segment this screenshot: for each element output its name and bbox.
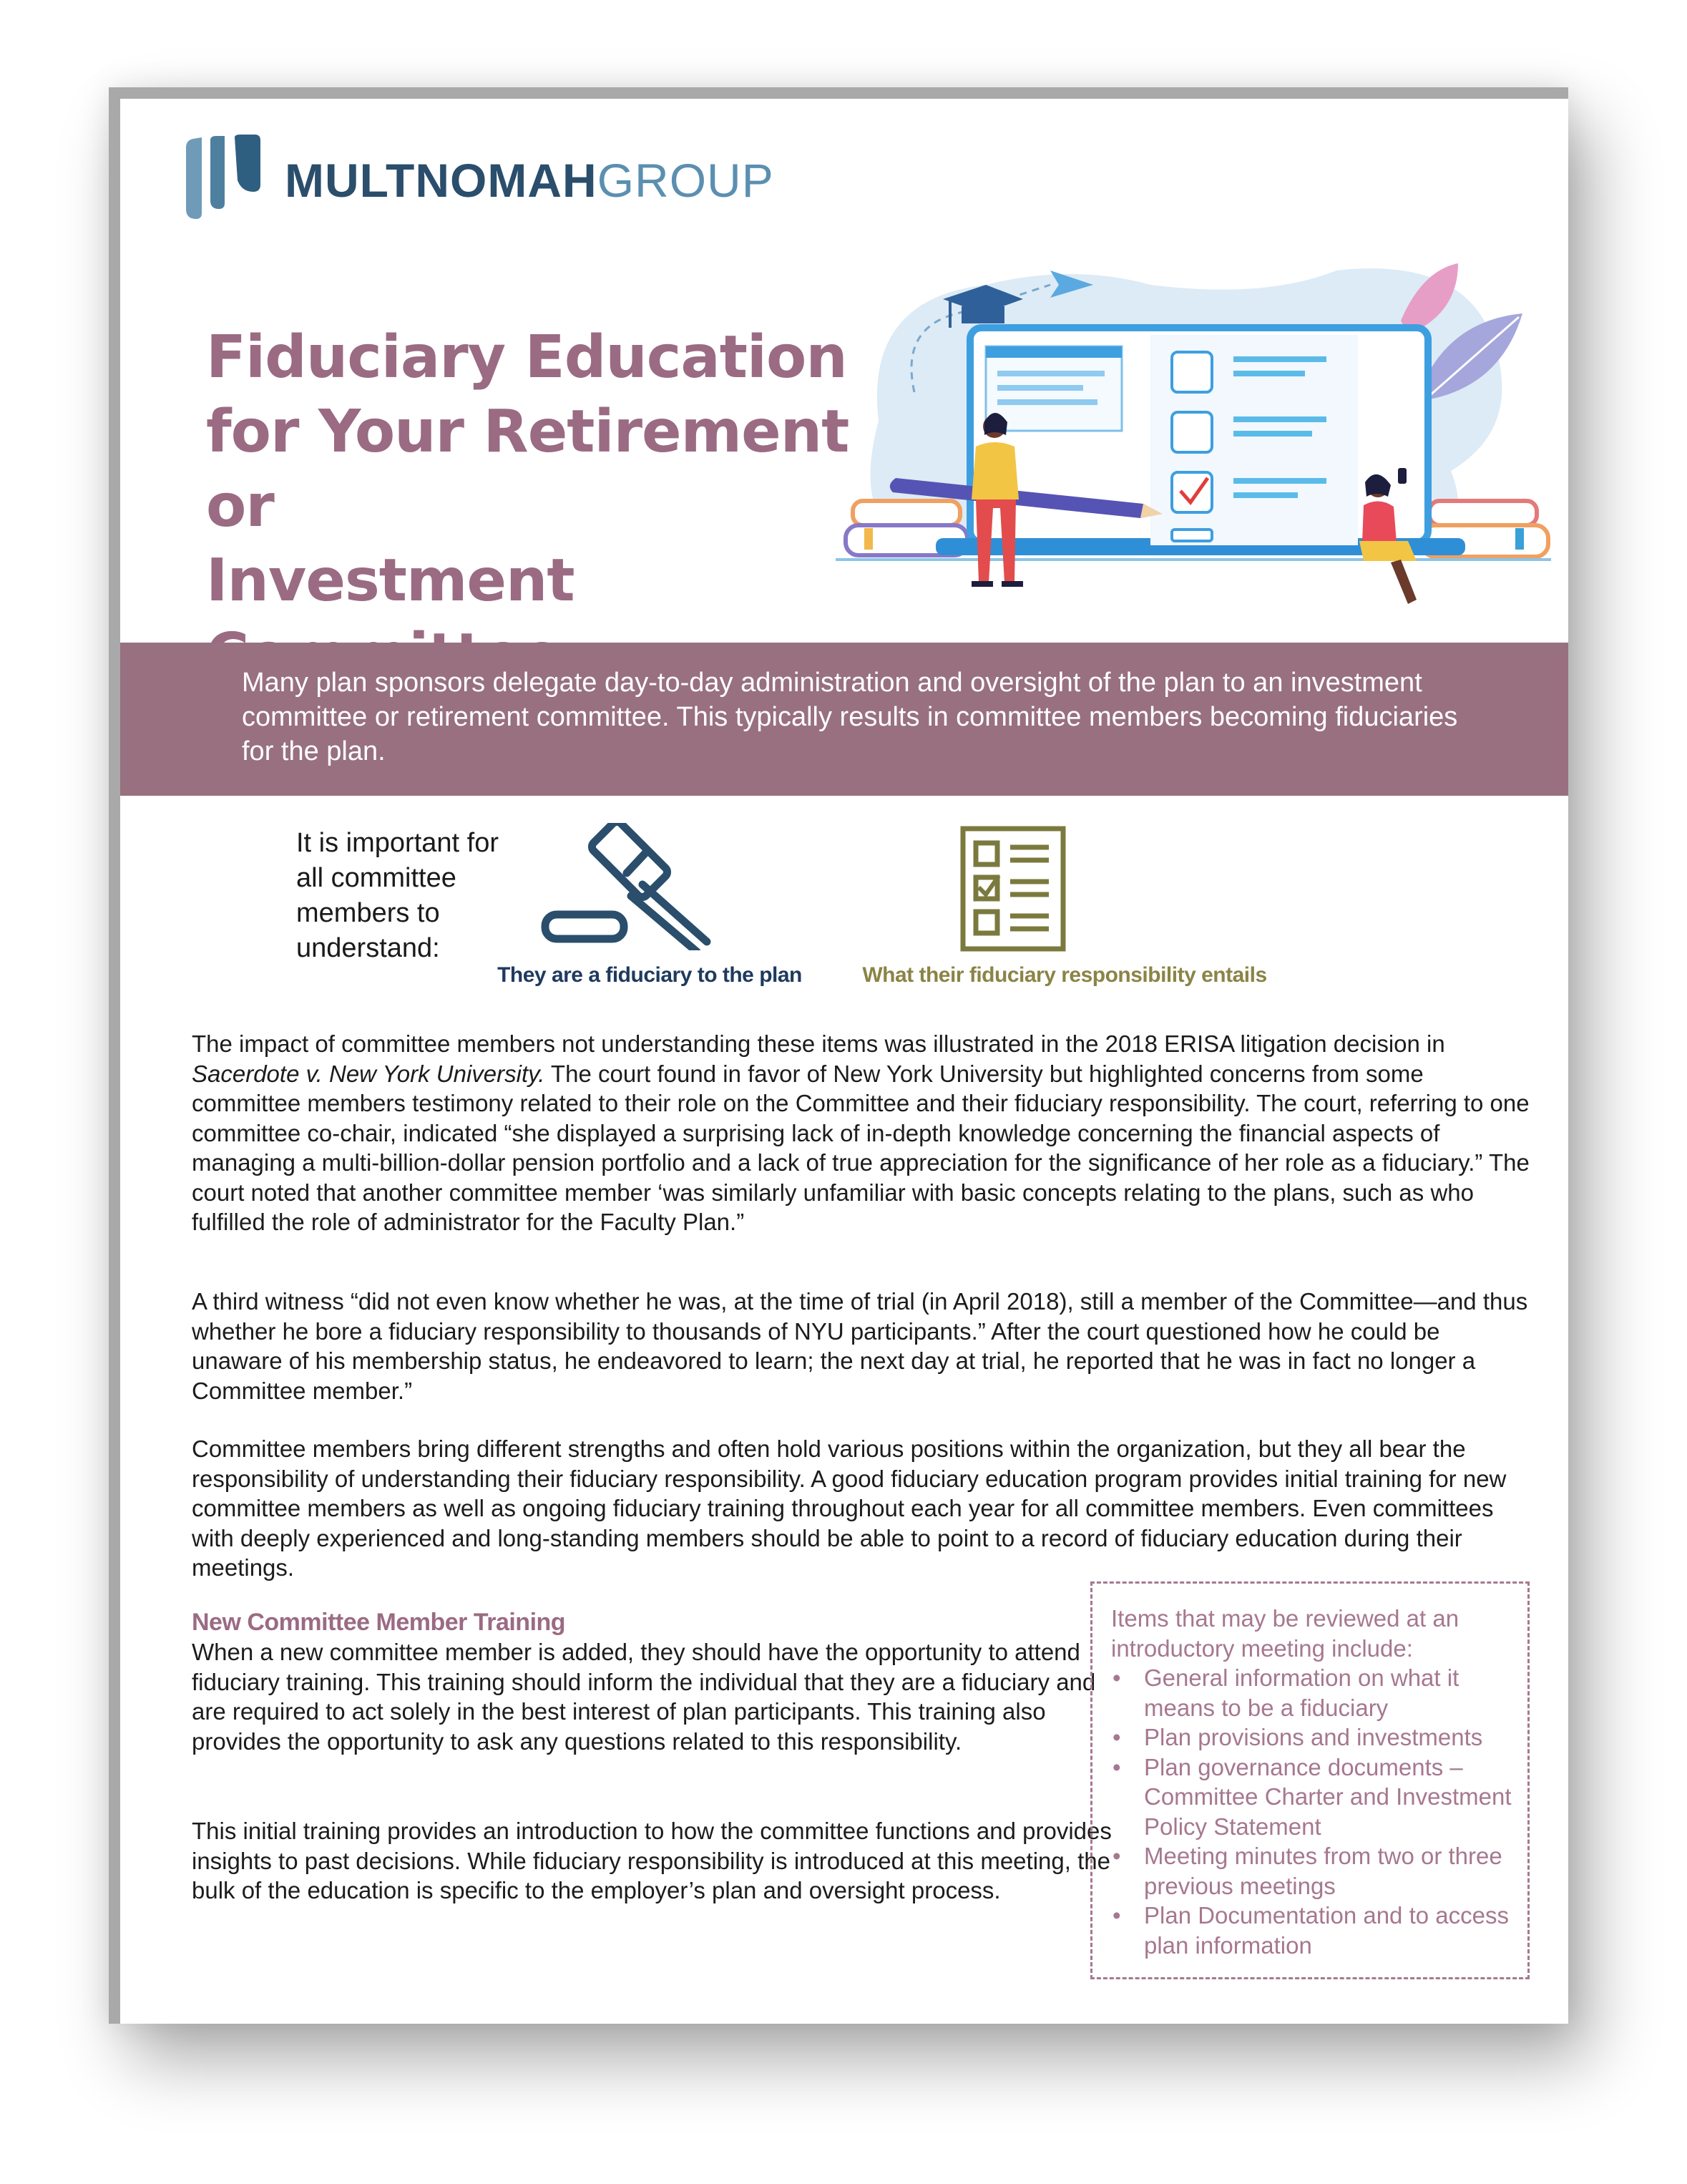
intro-banner: [120, 643, 1568, 796]
list-item: • Meeting minutes from two or three previous meetings: [1111, 1841, 1516, 1901]
company-logo: [180, 135, 896, 220]
review-box-intro: Items that may be reviewed at an introductory meeting include:: [1111, 1605, 1459, 1662]
list-item: • Plan governance documents – Committee Charter and Investment Policy Statement: [1111, 1752, 1516, 1842]
body-paragraph: Committee members bring different strengths and often hold various positions within the organization, but they all bear the responsibility of understanding their fiduciary responsibility. A good fiduciary education program provides initial training for new committee members as well as ongoing fiduciary training throughout each year for all committee members. Even committees with deeply experienced and long-standing members should be able to point to a record of fiduciary education during their meetings.: [192, 1435, 1507, 1581]
review-items-list: [1111, 1663, 1516, 1960]
section-heading: New Committee Member Training: [192, 1609, 566, 1636]
training-paragraph: When a new committee member is added, they should have the opportunity to attend fiduciary training. This training should inform the individual that they are a fiduciary and are required to act solely in the best interest of plan participants. This training also provides the opportunity to ask any questions related to this responsibility.: [192, 1639, 1096, 1755]
document-page: [109, 87, 1568, 2024]
training-paragraph: This initial training provides an introduction to how the committee functions and provides insights to past decisions. While fiduciary responsibility is introduced at this meeting, the bulk of the education is specific to the employer’s plan and oversight process.: [192, 1818, 1112, 1903]
understand-lead-line: all committee: [296, 863, 456, 893]
understand-lead-line: members to: [296, 898, 440, 928]
logo-text-bold: MULTNOMAH: [285, 154, 597, 207]
logo-text-light: GROUP: [597, 154, 774, 207]
review-items-box: [1090, 1581, 1530, 1979]
gavel-caption: They are a fiduciary to the plan: [497, 963, 802, 987]
checklist-caption: What their fiduciary responsibility entails: [862, 963, 1267, 987]
list-item: • Plan Documentation and to access plan information: [1111, 1901, 1516, 1960]
body-text: The impact of committee members not understanding these items was illustrated in the 2018 ERISA litigation decision in: [192, 1030, 1445, 1057]
hero-illustration: [836, 242, 1551, 643]
body-text: The court found in favor of New York University but highlighted concerns from some committee members testimony related to their role on the Committee and their fiduciary responsibility. The court, referring to one committee co-chair, indicated “she displayed a surprising lack of in-depth knowledge concerning the financial aspects of managing a multi-billion-dollar pension portfolio and a lack of true appreciation for the significance of her role as a fiduciary.” The court noted that another committee member ‘was similarly unfamiliar with basic concepts relating to the plans, such as who fulfilled the role of administrator for the Faculty Plan.”: [192, 1060, 1530, 1235]
list-item: • Plan provisions and investments: [1111, 1722, 1516, 1752]
title-line-2: for Your Retirement or: [206, 398, 849, 540]
list-item: • General information on what it means to be a fiduciary: [1111, 1663, 1516, 1722]
gavel-icon: [535, 823, 721, 950]
title-line-1: Fiduciary Education: [206, 323, 847, 391]
understand-lead-text: [296, 826, 525, 966]
case-name: Sacerdote v. New York University.: [192, 1060, 545, 1087]
understand-lead-line: It is important for: [296, 828, 499, 858]
body-paragraph: [192, 1029, 1537, 1237]
intro-text: Many plan sponsors delegate day-to-day administration and oversight of the plan to an investment committee or retirement committee. This typically results in committee members becoming fiduciaries for the plan.: [242, 668, 1458, 766]
understand-lead-line: understand:: [296, 933, 440, 963]
checklist-icon: [960, 826, 1066, 952]
title-line-3: Investment: [206, 547, 574, 615]
logo-wordmark: [285, 152, 774, 209]
body-paragraph: A third witness “did not even know whether he was, at the time of trial (in April 2018), still a member of the Committee—and thus whether he bore a fiduciary responsibility to thousands of NYU participants.” After the court questioned how he could be unaware of his membership status, he endeavored to learn; the next day at trial, he reported that he was in fact no longer a Committee member.”: [192, 1288, 1528, 1404]
logo-mark-icon: [180, 135, 263, 220]
page-title: [206, 321, 893, 693]
